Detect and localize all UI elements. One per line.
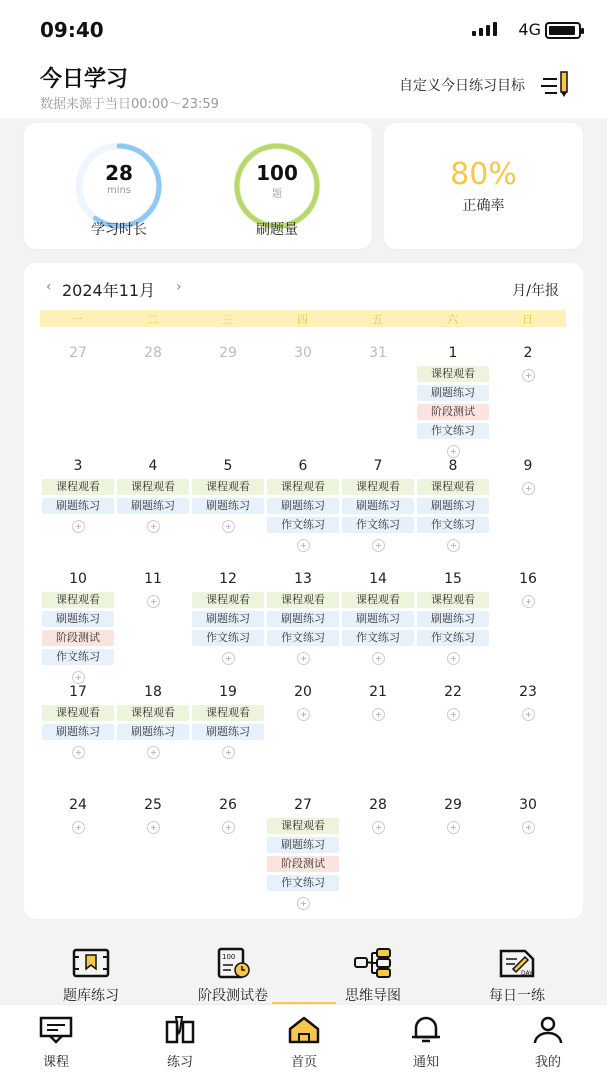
activity-tag-watch[interactable]: 课程观看 [117, 479, 189, 495]
add-activity-icon[interactable] [297, 897, 310, 910]
activity-tag-watch[interactable]: 课程观看 [42, 705, 114, 721]
weekday-mon: 一 [72, 313, 83, 326]
accuracy-card [384, 123, 583, 249]
calendar-day-number: 25 [144, 797, 162, 813]
add-activity-icon[interactable] [297, 539, 310, 552]
activity-tag-practice[interactable]: 刷题练习 [342, 611, 414, 627]
calendar-day[interactable] [265, 456, 341, 552]
activity-tag-essay[interactable]: 作文练习 [342, 517, 414, 533]
page-subtitle: 数据来源于当日00:00～23:59 [40, 97, 219, 112]
calendar-day[interactable] [115, 343, 191, 366]
day-activities [115, 705, 191, 759]
day-activities [40, 818, 116, 834]
tab-practice-label: 练习 [166, 1055, 193, 1070]
calendar-day-number: 21 [369, 684, 387, 700]
calendar-day-number: 8 [448, 458, 458, 474]
activity-tag-watch[interactable]: 课程观看 [342, 592, 414, 608]
calendar-day-number: 30 [294, 345, 312, 361]
add-activity-icon[interactable] [72, 520, 85, 533]
day-activities [415, 366, 491, 458]
day-activities [490, 366, 566, 382]
activity-tag-watch[interactable]: 课程观看 [192, 592, 264, 608]
calendar-day-number: 12 [219, 571, 237, 587]
tab-profile[interactable] [508, 1015, 588, 1070]
calendar-day[interactable] [40, 795, 116, 834]
add-activity-icon[interactable] [147, 821, 160, 834]
calendar-day-number: 13 [294, 571, 312, 587]
page-header [0, 58, 607, 118]
day-activities [190, 479, 266, 533]
calendar-day-number: 10 [69, 571, 87, 587]
calendar-day[interactable] [265, 682, 341, 721]
add-activity-icon[interactable] [372, 821, 385, 834]
day-activities [265, 705, 341, 721]
edit-goal-icon[interactable] [539, 70, 571, 98]
daily-practice-button[interactable] [452, 947, 582, 1005]
quick-actions [0, 935, 607, 1005]
add-activity-icon[interactable] [522, 821, 535, 834]
day-activities [115, 592, 191, 608]
calendar-day[interactable] [40, 343, 116, 366]
calendar-day-number: 19 [219, 684, 237, 700]
calendar-day-number: 1 [448, 345, 458, 361]
calendar-day-number: 27 [294, 797, 312, 813]
calendar-day-number: 3 [73, 458, 83, 474]
activity-tag-watch[interactable]: 课程观看 [267, 592, 339, 608]
activity-tag-practice[interactable]: 刷题练习 [417, 498, 489, 514]
calendar-day-number: 22 [444, 684, 462, 700]
activity-tag-watch[interactable]: 课程观看 [417, 479, 489, 495]
day-activities [190, 818, 266, 834]
test-paper-icon [213, 947, 253, 979]
tab-profile-label: 我的 [534, 1055, 561, 1070]
calendar-day[interactable] [340, 795, 416, 834]
add-activity-icon[interactable] [147, 520, 160, 533]
activity-tag-watch[interactable]: 课程观看 [192, 479, 264, 495]
calendar-day-number: 29 [219, 345, 237, 361]
practice-icon [162, 1015, 198, 1045]
calendar-day[interactable] [115, 456, 191, 533]
calendar-day[interactable] [115, 682, 191, 759]
calendar-day[interactable] [190, 456, 266, 533]
battery-icon [545, 22, 581, 39]
calendar-day[interactable] [415, 682, 491, 721]
day-activities [415, 479, 491, 552]
weekday-sat: 六 [447, 313, 458, 326]
day-activities [265, 479, 341, 552]
questions-unit: 题 [272, 189, 282, 200]
add-activity-icon[interactable] [222, 520, 235, 533]
activity-tag-test[interactable]: 阶段测试 [42, 630, 114, 646]
mind-map-label: 思维导图 [345, 988, 401, 1004]
calendar-header [24, 263, 583, 311]
activity-tag-practice[interactable]: 刷题练习 [192, 498, 264, 514]
custom-goal-link[interactable]: 自定义今日练习目标 [399, 78, 525, 94]
calendar-day-number: 29 [444, 797, 462, 813]
calendar-day-number: 16 [519, 571, 537, 587]
add-activity-icon[interactable] [222, 652, 235, 665]
svg-text:100: 100 [222, 953, 236, 961]
activity-tag-watch[interactable]: 课程观看 [417, 592, 489, 608]
questions-ring [232, 141, 322, 231]
add-activity-icon[interactable] [297, 652, 310, 665]
activity-tag-practice[interactable]: 刷题练习 [342, 498, 414, 514]
day-activities [340, 818, 416, 834]
day-activities [190, 705, 266, 759]
activity-tag-practice[interactable]: 刷题练习 [267, 498, 339, 514]
tab-home-label: 首页 [290, 1055, 317, 1070]
network-type: 4G [518, 20, 541, 39]
study-time-unit: mins [106, 185, 132, 196]
day-activities [115, 479, 191, 533]
svg-text:DAY: DAY [521, 970, 533, 977]
calendar-day[interactable] [190, 343, 266, 366]
calendar-day-number: 7 [373, 458, 383, 474]
activity-tag-test[interactable]: 阶段测试 [267, 856, 339, 872]
calendar-day-number: 4 [148, 458, 158, 474]
day-activities [415, 592, 491, 665]
add-activity-icon[interactable] [522, 482, 535, 495]
weekday-wed: 三 [222, 313, 233, 326]
study-time-ring [74, 141, 164, 231]
calendar-day[interactable] [490, 795, 566, 834]
stage-test-paper-button[interactable] [168, 947, 298, 1005]
add-activity-icon[interactable] [372, 708, 385, 721]
tab-course[interactable] [16, 1015, 96, 1070]
calendar-day[interactable] [340, 682, 416, 721]
activity-tag-watch[interactable]: 课程观看 [192, 705, 264, 721]
stage-test-paper-label: 阶段测试卷 [198, 988, 268, 1004]
calendar-day-number: 23 [519, 684, 537, 700]
activity-tag-essay[interactable]: 作文练习 [267, 630, 339, 646]
calendar-day-number: 11 [144, 571, 162, 587]
status-bar [0, 0, 607, 58]
calendar-day-number: 14 [369, 571, 387, 587]
calendar-day-number: 27 [69, 345, 87, 361]
calendar-day[interactable] [415, 795, 491, 834]
home-icon [286, 1015, 322, 1045]
activity-tag-practice[interactable]: 刷题练习 [267, 837, 339, 853]
activity-tag-watch[interactable]: 课程观看 [42, 479, 114, 495]
calendar-day[interactable] [190, 795, 266, 834]
calendar-day-number: 28 [144, 345, 162, 361]
status-time: 09:40 [40, 18, 104, 42]
add-activity-icon[interactable] [372, 539, 385, 552]
calendar-day[interactable] [340, 569, 416, 665]
calendar-day[interactable] [490, 569, 566, 608]
tab-practice[interactable] [140, 1015, 220, 1070]
daily-practice-label: 每日一练 [489, 988, 545, 1004]
activity-tag-practice[interactable]: 刷题练习 [117, 724, 189, 740]
calendar-day[interactable] [190, 569, 266, 665]
calendar-day[interactable] [415, 569, 491, 665]
add-activity-icon[interactable] [522, 595, 535, 608]
day-activities [265, 592, 341, 665]
day-activities [490, 479, 566, 495]
day-activities [265, 818, 341, 910]
calendar-day-number: 30 [519, 797, 537, 813]
calendar-day-number: 9 [523, 458, 533, 474]
study-time-value: 28 [105, 161, 133, 185]
activity-tag-practice[interactable]: 刷题练习 [267, 611, 339, 627]
study-time-label: 学习时长 [91, 222, 147, 238]
next-month-button[interactable]: › [176, 279, 182, 295]
accuracy-value: 80% [450, 157, 517, 192]
day-activities [490, 592, 566, 608]
calendar-day[interactable] [40, 569, 116, 684]
add-activity-icon[interactable] [447, 539, 460, 552]
bell-icon [408, 1015, 444, 1045]
day-activities [40, 705, 116, 759]
day-activities [340, 705, 416, 721]
study-stats-card [24, 123, 372, 249]
question-bank-label: 题库练习 [63, 988, 119, 1004]
add-activity-icon[interactable] [522, 369, 535, 382]
day-activities [490, 818, 566, 834]
calendar-day[interactable] [340, 343, 416, 366]
course-icon [38, 1015, 74, 1045]
calendar-day[interactable] [40, 456, 116, 533]
calendar-day[interactable] [40, 682, 116, 759]
activity-tag-practice[interactable]: 刷题练习 [42, 724, 114, 740]
weekday-sun: 日 [522, 313, 533, 326]
activity-tag-essay[interactable]: 作文练习 [417, 517, 489, 533]
calendar-day-number: 28 [369, 797, 387, 813]
add-activity-icon[interactable] [372, 652, 385, 665]
calendar-day-number: 5 [223, 458, 233, 474]
activity-tag-essay[interactable]: 作文练习 [342, 630, 414, 646]
calendar-day-number: 2 [523, 345, 533, 361]
calendar-day[interactable] [265, 795, 341, 910]
profile-icon [530, 1015, 566, 1045]
calendar-day[interactable] [115, 795, 191, 834]
calendar-day-number: 15 [444, 571, 462, 587]
activity-tag-watch[interactable]: 课程观看 [117, 705, 189, 721]
weekday-bar [40, 310, 566, 327]
calendar-day[interactable] [415, 456, 491, 552]
calendar-day[interactable] [115, 569, 191, 608]
day-activities [415, 818, 491, 834]
day-activities [415, 705, 491, 721]
month-year-report-link[interactable]: 月/年报 [512, 283, 559, 299]
day-activities [340, 592, 416, 665]
calendar-day-number: 17 [69, 684, 87, 700]
calendar-day-number: 31 [369, 345, 387, 361]
calendar-day[interactable] [265, 343, 341, 366]
weekday-fri: 五 [372, 313, 383, 326]
weekday-thu: 四 [297, 313, 308, 326]
prev-month-button[interactable]: ‹ [46, 279, 52, 295]
tab-notifications[interactable] [386, 1015, 466, 1070]
activity-tag-essay[interactable]: 作文练习 [267, 517, 339, 533]
activity-tag-test[interactable]: 阶段测试 [417, 404, 489, 420]
calendar-day-number: 18 [144, 684, 162, 700]
add-activity-icon[interactable] [222, 746, 235, 759]
calendar-day[interactable] [490, 343, 566, 382]
accuracy-label: 正确率 [462, 198, 505, 214]
activity-tag-practice[interactable]: 刷题练习 [192, 611, 264, 627]
activity-tag-watch[interactable]: 课程观看 [342, 479, 414, 495]
add-activity-icon[interactable] [147, 746, 160, 759]
study-calendar [24, 263, 583, 919]
question-bank-icon [71, 947, 111, 979]
day-activities [340, 479, 416, 552]
activity-tag-practice[interactable]: 刷题练习 [42, 611, 114, 627]
activity-tag-practice[interactable]: 刷题练习 [417, 611, 489, 627]
activity-tag-essay[interactable]: 作文练习 [42, 649, 114, 665]
questions-label: 刷题量 [256, 222, 298, 238]
calendar-day[interactable] [490, 456, 566, 495]
questions-value: 100 [256, 161, 298, 185]
activity-tag-essay[interactable]: 作文练习 [267, 875, 339, 891]
calendar-day[interactable] [190, 682, 266, 759]
activity-tag-practice[interactable]: 刷题练习 [192, 724, 264, 740]
day-activities [115, 818, 191, 834]
activity-tag-watch[interactable]: 课程观看 [267, 818, 339, 834]
day-activities [40, 592, 116, 684]
day-activities [490, 705, 566, 721]
add-activity-icon[interactable] [72, 821, 85, 834]
activity-tag-watch[interactable]: 课程观看 [417, 366, 489, 382]
calendar-day[interactable] [265, 569, 341, 665]
add-activity-icon[interactable] [522, 708, 535, 721]
calendar-day[interactable] [415, 343, 491, 458]
signal-icon [472, 22, 497, 36]
tab-notifications-label: 通知 [412, 1055, 439, 1070]
add-activity-icon[interactable] [447, 821, 460, 834]
add-activity-icon[interactable] [297, 708, 310, 721]
activity-tag-practice[interactable]: 刷题练习 [417, 385, 489, 401]
add-activity-icon[interactable] [147, 595, 160, 608]
calendar-day[interactable] [490, 682, 566, 721]
add-activity-icon[interactable] [447, 652, 460, 665]
tab-home[interactable] [264, 1015, 344, 1070]
day-activities [40, 479, 116, 533]
activity-tag-watch[interactable]: 课程观看 [267, 479, 339, 495]
activity-tag-watch[interactable]: 课程观看 [42, 592, 114, 608]
page-title: 今日学习 [40, 67, 129, 92]
calendar-day-number: 20 [294, 684, 312, 700]
mind-map-icon [353, 947, 393, 979]
add-activity-icon[interactable] [447, 708, 460, 721]
day-activities [190, 592, 266, 665]
calendar-month: 2024年11月 [62, 281, 156, 300]
bottom-tab-bar [0, 1004, 607, 1080]
activity-tag-practice[interactable]: 刷题练习 [117, 498, 189, 514]
question-bank-button[interactable] [26, 947, 156, 1005]
calendar-day-number: 6 [298, 458, 308, 474]
activity-tag-practice[interactable]: 刷题练习 [42, 498, 114, 514]
mind-map-button[interactable] [308, 947, 438, 1005]
weekday-tue: 二 [147, 313, 158, 326]
calendar-day-number: 26 [219, 797, 237, 813]
activity-tag-essay[interactable]: 作文练习 [417, 423, 489, 439]
activity-tag-essay[interactable]: 作文练习 [417, 630, 489, 646]
daily-practice-icon [497, 947, 537, 979]
activity-tag-essay[interactable]: 作文练习 [192, 630, 264, 646]
calendar-day[interactable] [340, 456, 416, 552]
tab-course-label: 课程 [42, 1055, 69, 1070]
add-activity-icon[interactable] [72, 746, 85, 759]
calendar-day-number: 24 [69, 797, 87, 813]
add-activity-icon[interactable] [222, 821, 235, 834]
